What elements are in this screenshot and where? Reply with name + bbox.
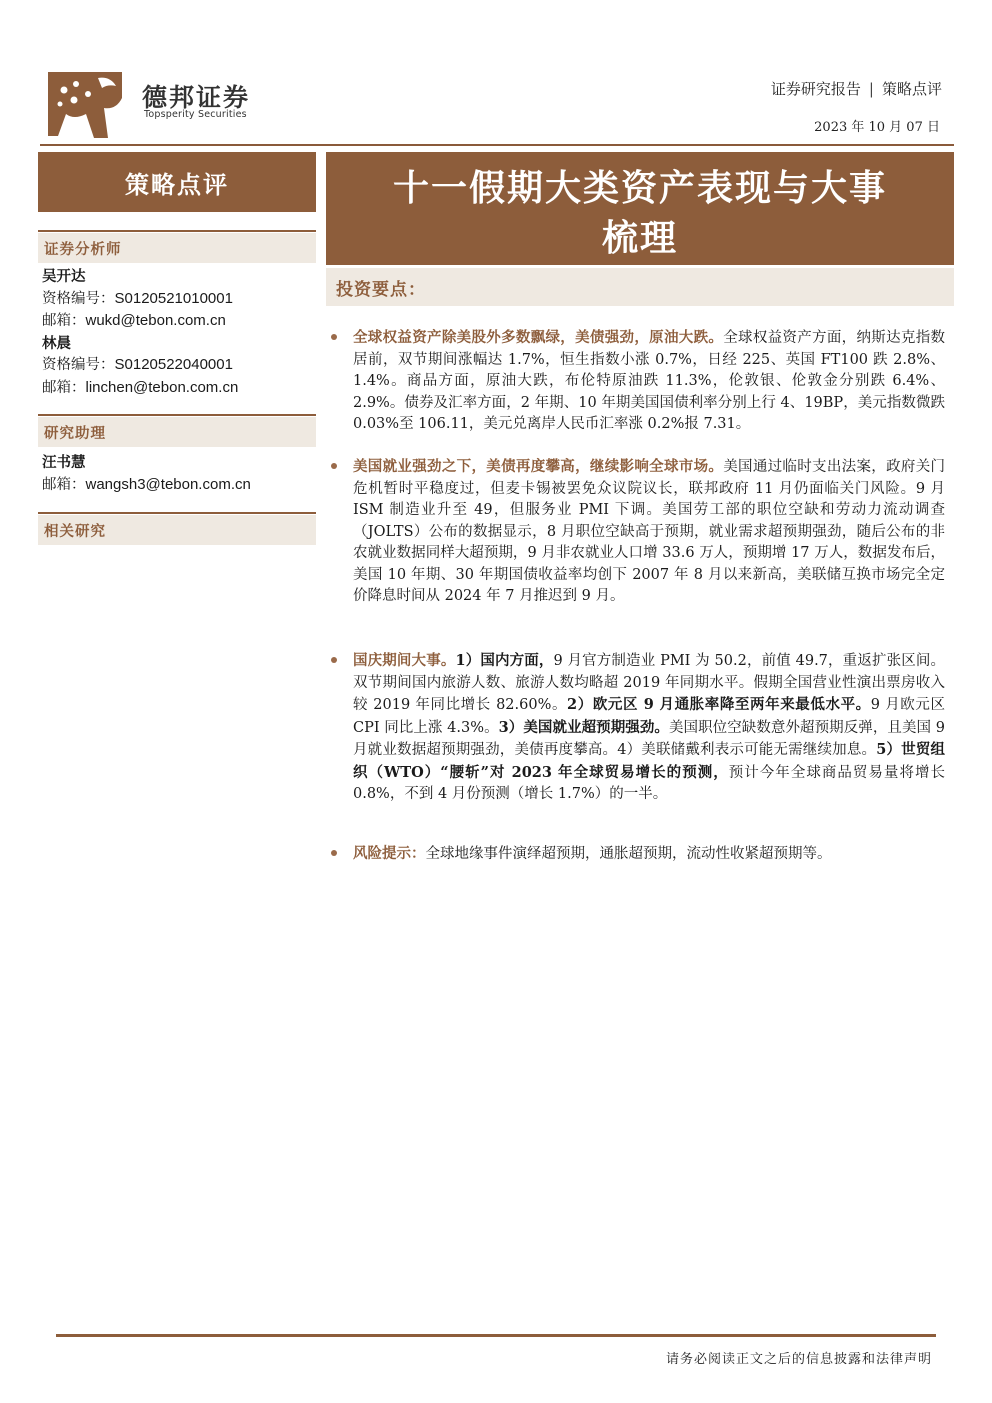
analyst-email[interactable]: linchen@tebon.com.cn (85, 378, 239, 396)
key-point-3 (331, 650, 945, 806)
brand-name-en: Topsperity Securities (144, 109, 247, 120)
brand-name-cn: 德邦证券 (142, 83, 251, 112)
key-point-lead: 国庆期间大事。 (353, 652, 456, 669)
bullet-icon (331, 463, 337, 469)
key-point-body: 美国通过临时支出法案，政府关门危机暂时平稳度过，但麦卡锡被罢免众议院议长，联邦政府 11 月仍面临关门风险。9 月 ISM 制造业升至 49，但服务业 PMI 下调。美国劳工部的职位空缺和劳动力流动调查（JOLTS）公布的数据显示，8 月职位空缺高于预期，就业需求超预期强劲，随后公布的非农就业数据同样大超预期，9 月非农就业人口增 33.6 万人，预期增 17 万人，数据发布后，美国 10 年期、30 年期国债收益率均创下 2007 年 8 月以来新高，美联储互换市场完全定价降息时间从 2024 年 7 月推迟到 9 月。 (353, 459, 946, 604)
analyst-id: S0120521010001 (114, 289, 233, 307)
key-points-heading: 投资要点： (326, 268, 954, 306)
key-point-lead: 全球权益资产除美股外多数飘绿，美债强劲，原油大跌。 (353, 329, 724, 346)
id-label: 资格编号： (42, 357, 115, 373)
analyst-name: 吴开达 (42, 268, 86, 285)
event-1-text: 9 月官方制造业 PMI 为 50.2，前值 49.7，重返扩张区间。双节期间国内旅游人数、旅游人数均略超 2019 年同期水平。假期全国营业性演出票房收入较 2019 年同比增长 82.60%。 (353, 653, 946, 713)
footer-disclaimer: 请务必阅读正文之后的信息披露和法律声明 (665, 1352, 932, 1367)
footer-divider (56, 1334, 936, 1337)
email-label: 邮箱： (42, 379, 86, 396)
bullet-icon (331, 850, 337, 856)
event-5-heading: 5）世贸组织（WTO）“腰斩”对 2023 年全球贸易增长的预测， (353, 741, 945, 781)
analyst-block-1 (42, 266, 238, 399)
related-heading: 相关研究 (38, 515, 316, 545)
bullet-icon (331, 334, 337, 340)
leopard-logo-icon (46, 70, 124, 140)
event-3-heading: 3）美国就业超预期强劲。 (498, 718, 669, 736)
event-2-heading: 2）欧元区 9 月通胀率降至两年来最低水平。 (567, 696, 871, 713)
key-point-body: 全球权益资产方面，纳斯达克指数居前，双节期间涨幅达 1.7%，恒生指数小涨 0.7%，日经 225、英国 FT100 跌 2.8%、1.4%。商品方面，原油大跌，布伦特原油跌 11.3%，伦敦银、伦敦金分别跌 6.4%、2.9%。债券及汇率方面，2 年期、10 年期美国国债利率分别上行 4、19BP，美元指数微跌 0.03%至 106.11，美元兑离岸人民币汇率涨 0.2%报 7.31。 (353, 330, 946, 432)
key-point-body: 全球地缘事件演绎超预期，通胀超预期，流动性收紧超预期等。 (425, 846, 832, 862)
analyst-id: S0120522040001 (114, 356, 233, 373)
header-separator: | (868, 79, 874, 98)
report-title (326, 152, 954, 265)
report-date: 2023 年 10 月 07 日 (814, 120, 940, 135)
report-type: 证券研究报告 (770, 80, 861, 98)
bullet-icon (331, 657, 337, 663)
id-label: 资格编号： (42, 290, 115, 307)
related-rule (38, 512, 316, 514)
category-box: 策略点评 (38, 152, 316, 212)
event-2-text: 9 月欧元区 CPI 同比上涨 4.3%。 (353, 697, 945, 736)
key-point-2 (331, 456, 945, 608)
key-point-4 (331, 843, 945, 866)
analysts-rule (38, 230, 316, 232)
key-point-1 (331, 327, 945, 436)
title-line-1: 十一假期大类资产表现与大事 (392, 167, 887, 209)
analysts-heading: 证券分析师 (38, 233, 316, 263)
analyst-name: 林晨 (42, 334, 71, 352)
header-divider (40, 144, 954, 146)
key-point-lead: 美国就业强劲之下，美债再度攀高，继续影响全球市场。 (353, 458, 724, 475)
analyst-email[interactable]: wukd@tebon.com.cn (85, 312, 226, 329)
event-5-text: 预计今年全球商品贸易量将增长 0.8%，不到 4 月份预测（增长 1.7%）的一半。 (353, 764, 945, 802)
title-line-2: 梳理 (601, 217, 678, 259)
assistant-name: 汪书慧 (42, 454, 86, 471)
assistant-rule (38, 414, 316, 416)
assistant-email[interactable]: wangsh3@tebon.com.cn (85, 475, 251, 493)
report-type-line (771, 78, 942, 99)
report-category: 策略点评 (881, 80, 942, 98)
assistant-block (42, 452, 251, 496)
email-label: 邮箱： (42, 476, 86, 493)
key-point-lead: 风险提示： (353, 845, 426, 862)
event-3-text: 美国职位空缺数意外超预期反弹，且美国 9 月就业数据超预期强劲，美债再度攀高。4）美联储戴利表示可能无需继续加息。 (353, 719, 945, 758)
event-1-heading: 1）国内方面， (455, 652, 554, 669)
assistant-heading: 研究助理 (38, 417, 316, 447)
email-label: 邮箱： (42, 313, 86, 329)
